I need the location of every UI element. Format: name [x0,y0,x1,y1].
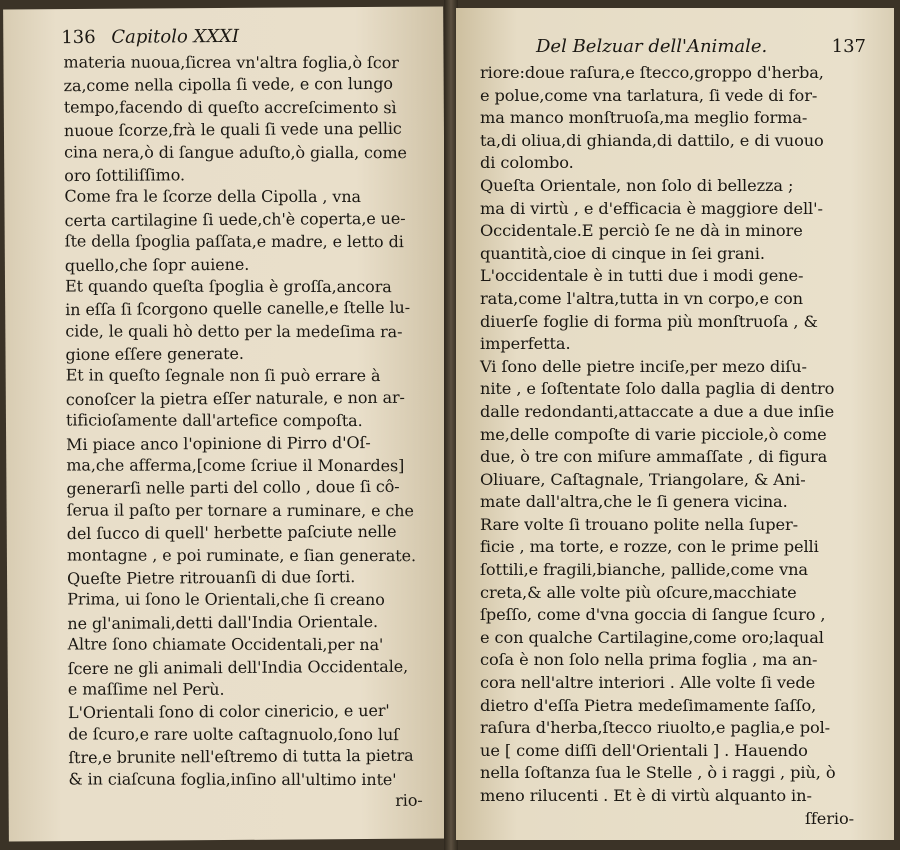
text-line: quello,che ſopr auiene. [64,254,250,275]
text-line: ma,che afferma,[come ſcriue il Monardes] [66,455,405,476]
text-line: cide, le quali hò detto per la medeſima ra- [65,321,403,341]
text-line: cina nera,ò di ſangue aduſto,ò gialla, come [64,142,407,162]
text-line: oro ſottiliſſimo. [64,165,185,186]
text-line: in eſſa ſi ſcorgono quelle canelle,e ſtelle lu- [65,298,411,320]
text-line: ficie , ma torte, e rozze, con le prime pelli [480,537,819,557]
text-line: dalle redondanti,attaccate a due a due inſie [480,401,835,421]
text-line: ſerua il paſto per tornare a ruminare, e che [66,500,414,520]
text-line: nella ſoſtanza ſua le Stelle , ò i raggi , più, ò [480,763,836,783]
text-line: L'occidentale è in tutti due i modi gene- [480,266,804,286]
text-line: Queſte Pietre ritrouanſi di due ſorti. [67,567,356,589]
text-line: ſte della ſpoglia paſſata,e madre, e letto di [64,231,404,252]
text-line: Come fra le ſcorze della Cipolla , vna [64,186,362,207]
text-line: ma di virtù , e d'efficacia è maggiore dell'- [480,198,823,218]
left-catchword: rio- [395,790,423,810]
text-line: rata,come l'altra,tutta in vn corpo,e con [480,288,803,308]
text-line: di colombo. [480,153,574,173]
text-line: nuoue ſcorze,frà le quali ſi vede una pellic [63,118,402,141]
text-line: L'Orientali ſono di color cinericio, e uer' [67,701,390,723]
text-line: Et in queſto ſegnale non ſi può errare à [65,365,381,386]
text-line: me,delle compoſte di varie picciole,ò come [480,424,827,444]
text-line: Rare volte ſi trouano polite nella ſuper- [480,514,798,534]
text-line: de ſcuro,e rare uolte caſtagnuolo,ſono luſ [68,724,400,744]
right-catchword: ſferio- [805,808,854,828]
right-running-head [480,32,866,62]
text-line: ue [ come diſſi dell'Orientali ] . Hauendo [480,740,808,760]
right-running-title: Del Belzuar dell'Animale. [536,36,768,57]
text-line: & in ciaſcuna foglia,inſino all'ultimo inte' [68,769,397,789]
text-line: materia nuoua,ſicrea vn'altra foglia,ò ſcor [63,52,399,73]
text-line: ta,di oliua,di ghianda,di dattilo, e di vuouo [480,130,824,150]
right-body-text [480,62,866,830]
text-line: ma manco monſtruoſa,ma meglio forma- [480,108,808,128]
text-line: e con qualche Cartilagine,come oro;laqual [480,627,824,647]
right-page-number: 137 [831,36,866,57]
text-line: generarſi nelle parti del collo , doue ſi cô- [66,477,400,499]
text-line: coſa è non ſolo nella prima foglia , ma an- [480,650,818,670]
text-line: Et quando queſta ſpoglia è groſſa,ancora [64,276,392,296]
text-line: ſottili,e fragili,bianche, pallide,come vna [480,560,808,580]
text-line: due, ò tre con miſure ammaſſate , di figura [480,447,828,467]
text-line: conoſcer la pietra eſſer naturale, e non ar- [65,387,405,409]
text-line: Queſta Orientale, non ſolo di bellezza ; [480,175,794,195]
text-line: e polue,come vna tarlatura, ſi vede di for- [480,85,818,105]
text-line: tempo,facendo di queſto accreſcimento sì [63,97,397,117]
text-line: riore:doue raſura,e ſtecco,groppo d'herba, [480,63,824,82]
text-line: Prima, ui ſono le Orientali,che ſi creano [67,589,385,610]
text-line: Altre ſono chiamate Occidentali,per na' [67,634,384,655]
text-line: Mi piace anco l'opinione di Pirro d'Oſ- [66,432,371,454]
text-line: ſcere ne gli animali dell'India Occidentale, [67,656,409,678]
text-line: za,come nella cipolla ſi vede, e con lungo [63,74,393,96]
text-line: gione eſſere generate. [65,343,244,365]
text-line: nite , e ſoſtentate ſolo dalla paglia di dentro [480,379,835,399]
left-running-head [63,21,429,54]
text-line: meno rilucenti . Et è di virtù alquanto in- [480,786,812,805]
text-line: montagne , e poi ruminate, e ſian generate. [66,545,417,565]
text-line: raſura d'herba,ſtecco riuolto,e paglia,e pol- [480,718,831,738]
text-line: dietro d'eſſa Pietra medeſimamente ſaſſo, [480,695,817,715]
text-line: creta,& alle volte più oſcure,macchiate [480,582,797,602]
text-line: tificioſamente dall'artefice compoſta. [65,410,363,431]
left-body-text [63,51,434,815]
text-line: cora nell'altre interiori . Alle volte ſi vede [480,673,816,693]
left-page-number: 136 [61,26,96,49]
right-page [456,8,894,840]
left-page [3,6,449,841]
text-line: Oliuare, Caſtagnale, Triangolare, & Ani- [480,469,806,489]
text-line: ſtre,e brunite nell'eſtremo di tutta la pietra [68,745,414,768]
text-line: del ſucco di quell' herbette paſciute nelle [66,522,397,544]
text-line: diuerſe foglie di forma più monſtruoſa , & [480,311,818,331]
text-line: Vi ſono delle pietre inciſe,per mezo diſu- [480,356,807,376]
text-line: imperfetta. [480,334,571,354]
text-line: quantità,cioe di cinque in ſei grani. [480,243,765,263]
text-line: e maſſime nel Perù. [67,679,225,699]
text-line: mate dall'altra,che le ſi genera vicina. [480,492,788,512]
text-line: Occidentale.E perciò ſe ne dà in minore [480,221,803,241]
text-line: ne gl'animali,detti dall'India Orientale. [67,611,379,633]
text-line: certa cartilagine ſi uede,ch'è coperta,e ue- [64,208,406,230]
text-line: ſpeſſo, come d'vna goccia di ſangue ſcuro , [480,605,826,625]
left-running-title: Capitolo XXXI [111,25,240,48]
